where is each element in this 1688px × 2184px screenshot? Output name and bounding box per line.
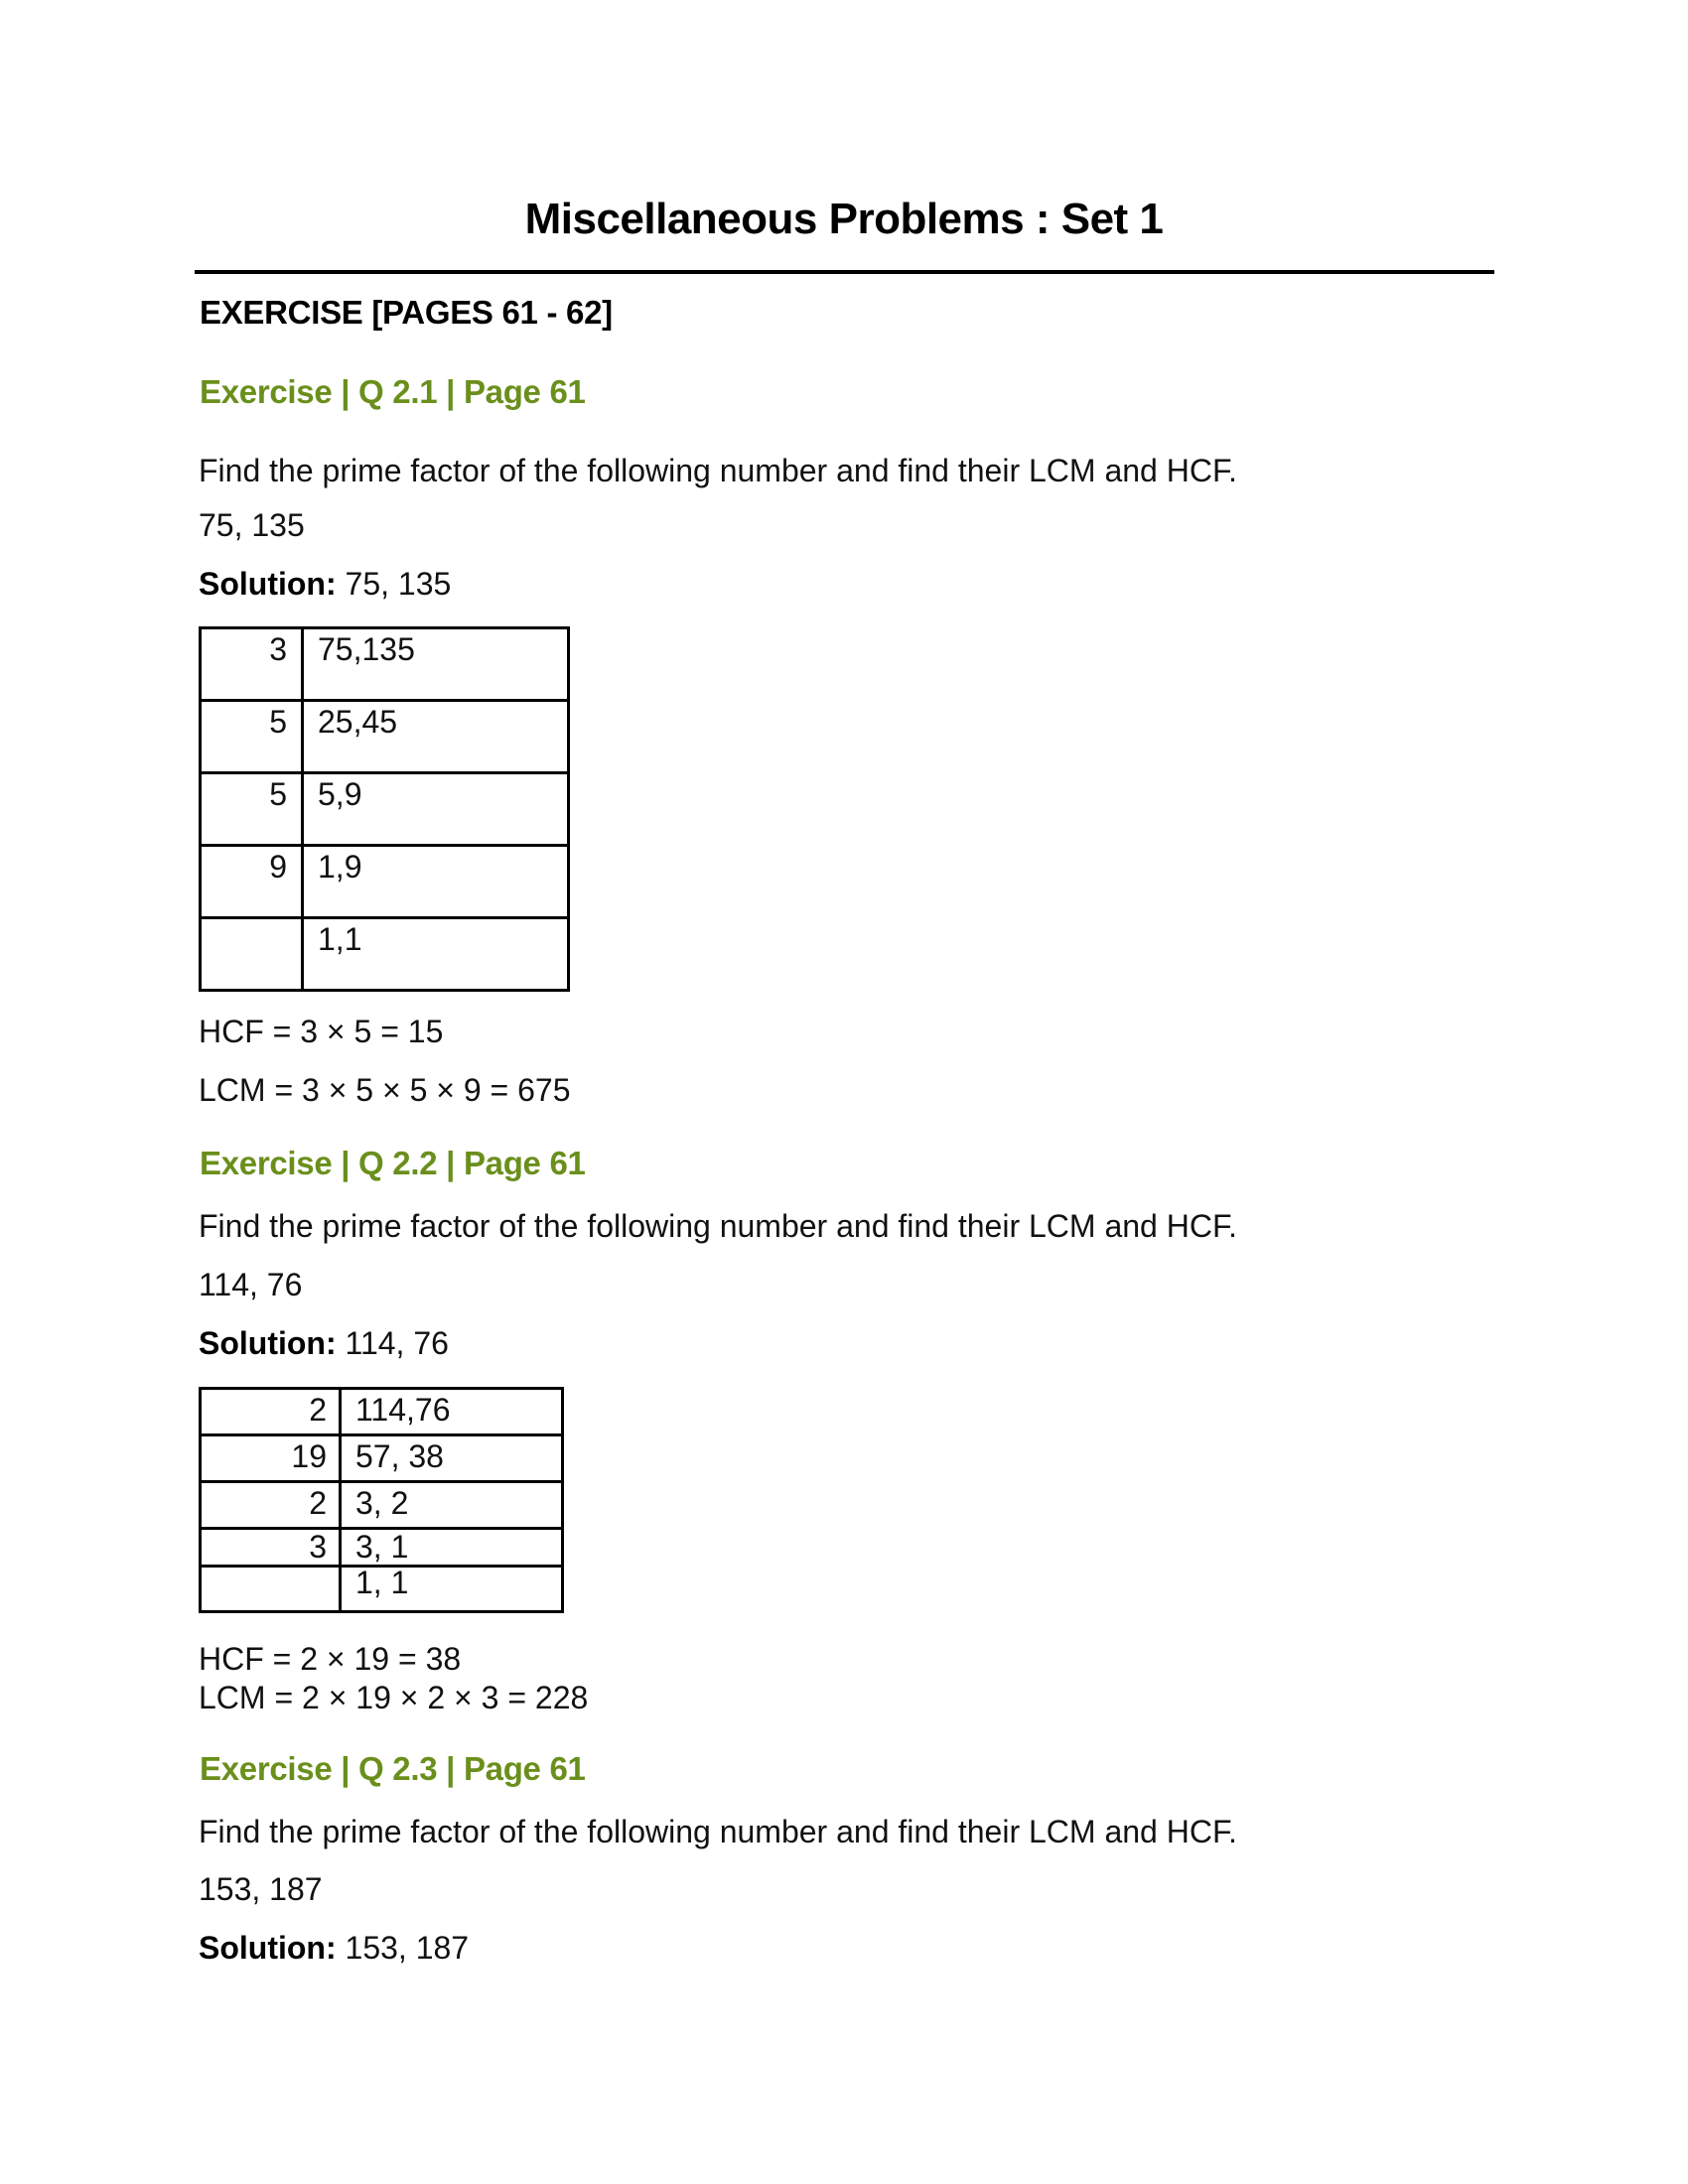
section-heading: EXERCISE [PAGES 61 - 62] [200, 294, 613, 331]
values-cell: 1, 1 [341, 1567, 563, 1612]
table-row [201, 1435, 563, 1482]
lcm-result: LCM = 2 × 19 × 2 × 3 = 228 [199, 1680, 589, 1715]
question-heading-2-1: Exercise | Q 2.1 | Page 61 [200, 373, 586, 410]
lcm-result: LCM = 3 × 5 × 5 × 9 = 675 [199, 1072, 571, 1108]
values-cell: 3, 1 [341, 1529, 563, 1567]
divisor-cell: 3 [201, 1529, 341, 1567]
divisor-cell: 3 [201, 628, 303, 701]
question-numbers: 153, 187 [199, 1871, 323, 1907]
values-cell: 1,9 [303, 846, 569, 918]
divisor-cell: 2 [201, 1482, 341, 1529]
table-row [201, 1389, 563, 1435]
divisor-cell: 5 [201, 701, 303, 773]
table-row [201, 628, 569, 701]
solution-line [199, 1930, 469, 1967]
table-row [201, 846, 569, 918]
division-table [199, 1387, 564, 1613]
page-title: Miscellaneous Problems : Set 1 [524, 195, 1164, 243]
title-divider [195, 270, 1494, 274]
table-row [201, 918, 569, 991]
question-heading-2-3: Exercise | Q 2.3 | Page 61 [200, 1750, 586, 1787]
question-numbers: 114, 76 [199, 1267, 303, 1302]
divisor-cell [201, 1567, 341, 1612]
question-prompt: Find the prime factor of the following number and find their LCM and HCF. [199, 1814, 1237, 1849]
hcf-result: HCF = 2 × 19 = 38 [199, 1641, 462, 1677]
question-prompt: Find the prime factor of the following number and find their LCM and HCF. [199, 1208, 1237, 1244]
values-cell: 3, 2 [341, 1482, 563, 1529]
solution-label: Solution: [199, 1930, 337, 1966]
table-row [201, 1529, 563, 1567]
solution-line [199, 1325, 449, 1362]
division-table [199, 626, 570, 992]
divisor-cell: 9 [201, 846, 303, 918]
divisor-cell [201, 918, 303, 991]
divisor-cell: 5 [201, 773, 303, 846]
table-row [201, 1482, 563, 1529]
solution-value: 114, 76 [336, 1325, 449, 1361]
values-cell: 57, 38 [341, 1435, 563, 1482]
values-cell: 25,45 [303, 701, 569, 773]
table-row [201, 1567, 563, 1612]
table-row [201, 701, 569, 773]
solution-value: 75, 135 [336, 566, 452, 602]
values-cell: 75,135 [303, 628, 569, 701]
question-heading-2-2: Exercise | Q 2.2 | Page 61 [200, 1145, 586, 1181]
solution-label: Solution: [199, 566, 337, 602]
divisor-cell: 19 [201, 1435, 341, 1482]
values-cell: 5,9 [303, 773, 569, 846]
values-cell: 114,76 [341, 1389, 563, 1435]
question-prompt: Find the prime factor of the following number and find their LCM and HCF. [199, 453, 1237, 488]
hcf-result: HCF = 3 × 5 = 15 [199, 1014, 444, 1049]
table-row [201, 773, 569, 846]
solution-value: 153, 187 [336, 1930, 470, 1966]
solution-line [199, 566, 451, 603]
divisor-cell: 2 [201, 1389, 341, 1435]
solution-label: Solution: [199, 1325, 337, 1361]
question-numbers: 75, 135 [199, 507, 305, 543]
values-cell: 1,1 [303, 918, 569, 991]
